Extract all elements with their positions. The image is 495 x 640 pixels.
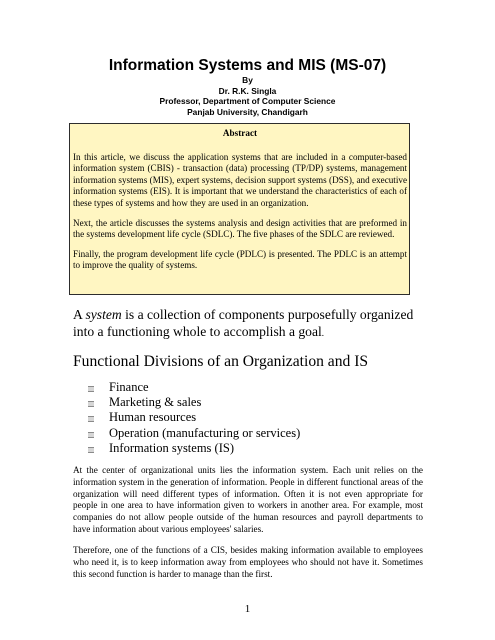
section-heading: Functional Divisions of an Organization and IS	[73, 353, 369, 370]
list-item-label: Finance	[109, 380, 149, 395]
system-definition	[73, 306, 428, 342]
list-item	[88, 441, 300, 456]
page-number: 1	[244, 603, 251, 615]
author-institution: Panjab University, Chandigarh	[187, 106, 308, 117]
by-line: By	[242, 75, 253, 85]
abstract-paragraph: Next, the article discusses the systems analysis and design activities that are preformed in the systems development life cycle (SDLC). The five phases of the SDLC are reviewed.	[73, 217, 407, 240]
definition-term: system	[85, 307, 122, 322]
paper-header	[0, 56, 495, 117]
abstract-heading: Abstract	[222, 128, 258, 138]
abstract-box	[69, 123, 410, 295]
list-item-label: Human resources	[109, 410, 197, 425]
author-name: Dr. R.K. Singla	[218, 85, 277, 96]
abstract-paragraph: Finally, the program development life cycle (PDLC) is presented. The PDLC is an attempt to improve the quality of systems.	[73, 248, 407, 271]
square-bullet-icon	[88, 432, 94, 438]
list-item	[88, 395, 300, 410]
square-bullet-icon	[88, 447, 94, 453]
definition-prefix: A	[73, 307, 86, 322]
list-item	[88, 426, 300, 441]
list-item-label: Marketing & sales	[109, 395, 202, 410]
body-paragraph: At the center of organizational units lies the information system. Each unit relies on the information system in the generation of information. People in different functional areas of the organization will need different types of information. Often it is not even appropriate for people in one area to have information given to workers in another area. For example, most companies do not allow people outside of the human resources and payroll departments to have information about various employees' salaries.	[73, 465, 423, 534]
square-bullet-icon	[88, 416, 94, 422]
paper-title: Information Systems and MIS (MS-07)	[108, 57, 387, 74]
body-paragraph: Therefore, one of the functions of a CIS, besides making information available to employees who need it, is to keep information away from employees who should not have it. Sometimes this second function is harder to manage than the first.	[73, 545, 423, 579]
list-item	[88, 410, 300, 425]
author-position: Professor, Department of Computer Science	[159, 96, 336, 106]
list-item	[88, 380, 300, 395]
square-bullet-icon	[88, 386, 94, 392]
list-item-label: Operation (manufacturing or services)	[109, 425, 301, 440]
definition-end: .	[321, 328, 325, 338]
definition-text: is a collection of components purposefully organized into a functioning whole to accomplish a goal	[73, 307, 414, 339]
list-item-label: Information systems (IS)	[109, 440, 234, 455]
divisions-list	[88, 380, 300, 456]
square-bullet-icon	[88, 401, 94, 407]
abstract-paragraph: In this article, we discuss the application systems that are included in a computer-based information system (CBIS) - transaction (data) processing (TP/DP) systems, management information systems (MIS), expert systems, decision support systems (DSS), and executive information systems (EIS). It is important that we understand the characteristics of each of these types of systems and how they are used in an organization.	[73, 151, 407, 208]
